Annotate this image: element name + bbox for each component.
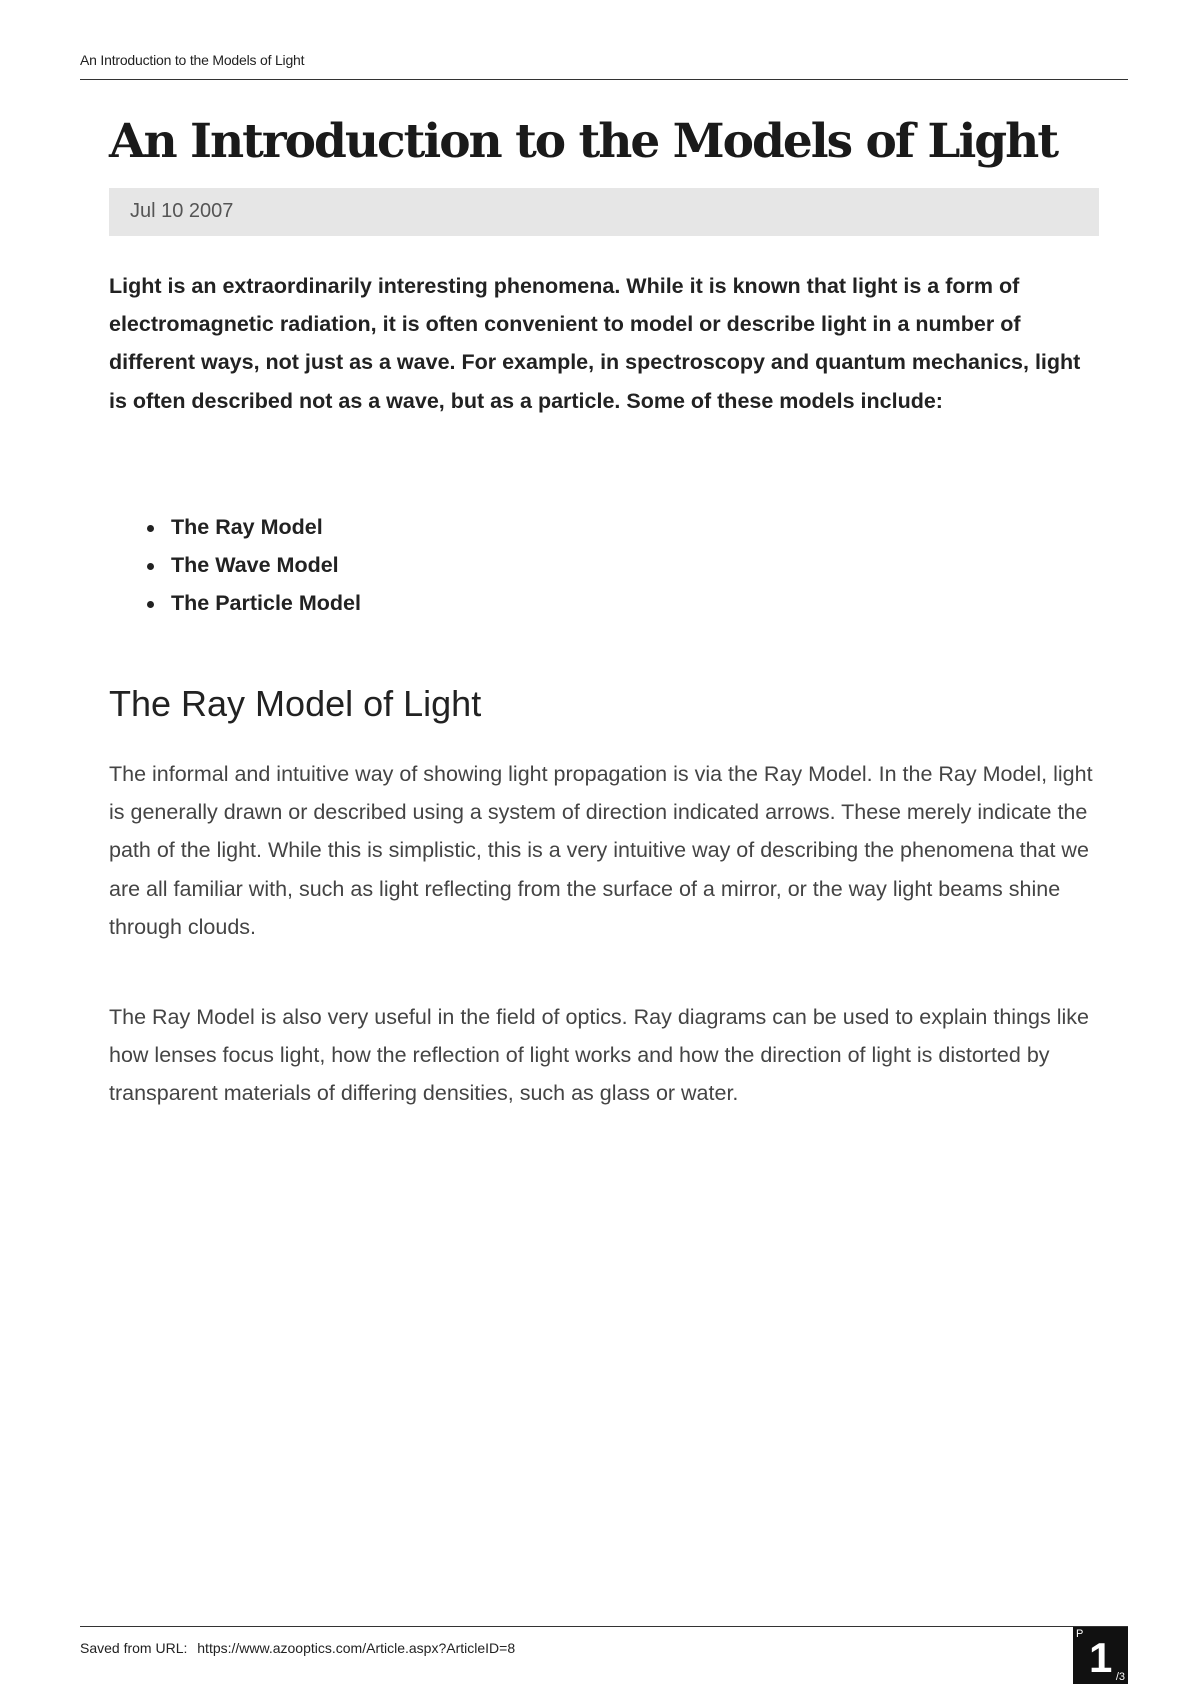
list-item: The Ray Model [109,508,361,546]
page-total: /3 [1115,1671,1125,1683]
running-header: An Introduction to the Models of Light [80,52,305,68]
date-bar [109,188,1099,236]
body-paragraph: The Ray Model is also very useful in the field of optics. Ray diagrams can be used to explain things like how lenses focus light, how the reflection of light works and how the direction of light is distorted by transparent materials of differing densities, such as glass or water. [109,1005,1089,1106]
header-divider [80,79,1128,80]
source-url[interactable]: https://www.azooptics.com/Article.aspx?ArticleID=8 [197,1640,516,1656]
page-number: 1 [1089,1634,1113,1681]
list-item: The Wave Model [109,546,361,584]
article-date: Jul 10 2007 [130,200,234,222]
footer-divider [80,1626,1128,1627]
page-indicator [1073,1627,1128,1684]
intro-paragraph: Light is an extraordinarily interesting phenomena. While it is known that light is a form of electromagnetic radiation, it is often convenient to model or describe light in a number of different ways, not just as a wave. For example, in spectroscopy and quantum mechanics, light is often described not as a wave, but as a particle. Some of these models include: [109,274,1081,413]
models-list [109,508,361,623]
saved-from-label: Saved from URL: [80,1640,188,1656]
section-heading: The Ray Model of Light [109,683,482,724]
article-title: An Introduction to the Models of Light [109,114,1058,169]
footer-source [80,1640,515,1656]
body-paragraph: The informal and intuitive way of showing light propagation is via the Ray Model. In the Ray Model, light is generally drawn or described using a system of direction indicated arrows. These merely indicate the path of the light. While this is simplistic, this is a very intuitive way of describing the phenomena that we are all familiar with, such as light reflecting from the surface of a mirror, or the way light beams shine through clouds. [109,762,1093,939]
page-prefix: P [1076,1628,1084,1640]
list-item: The Particle Model [109,584,361,622]
